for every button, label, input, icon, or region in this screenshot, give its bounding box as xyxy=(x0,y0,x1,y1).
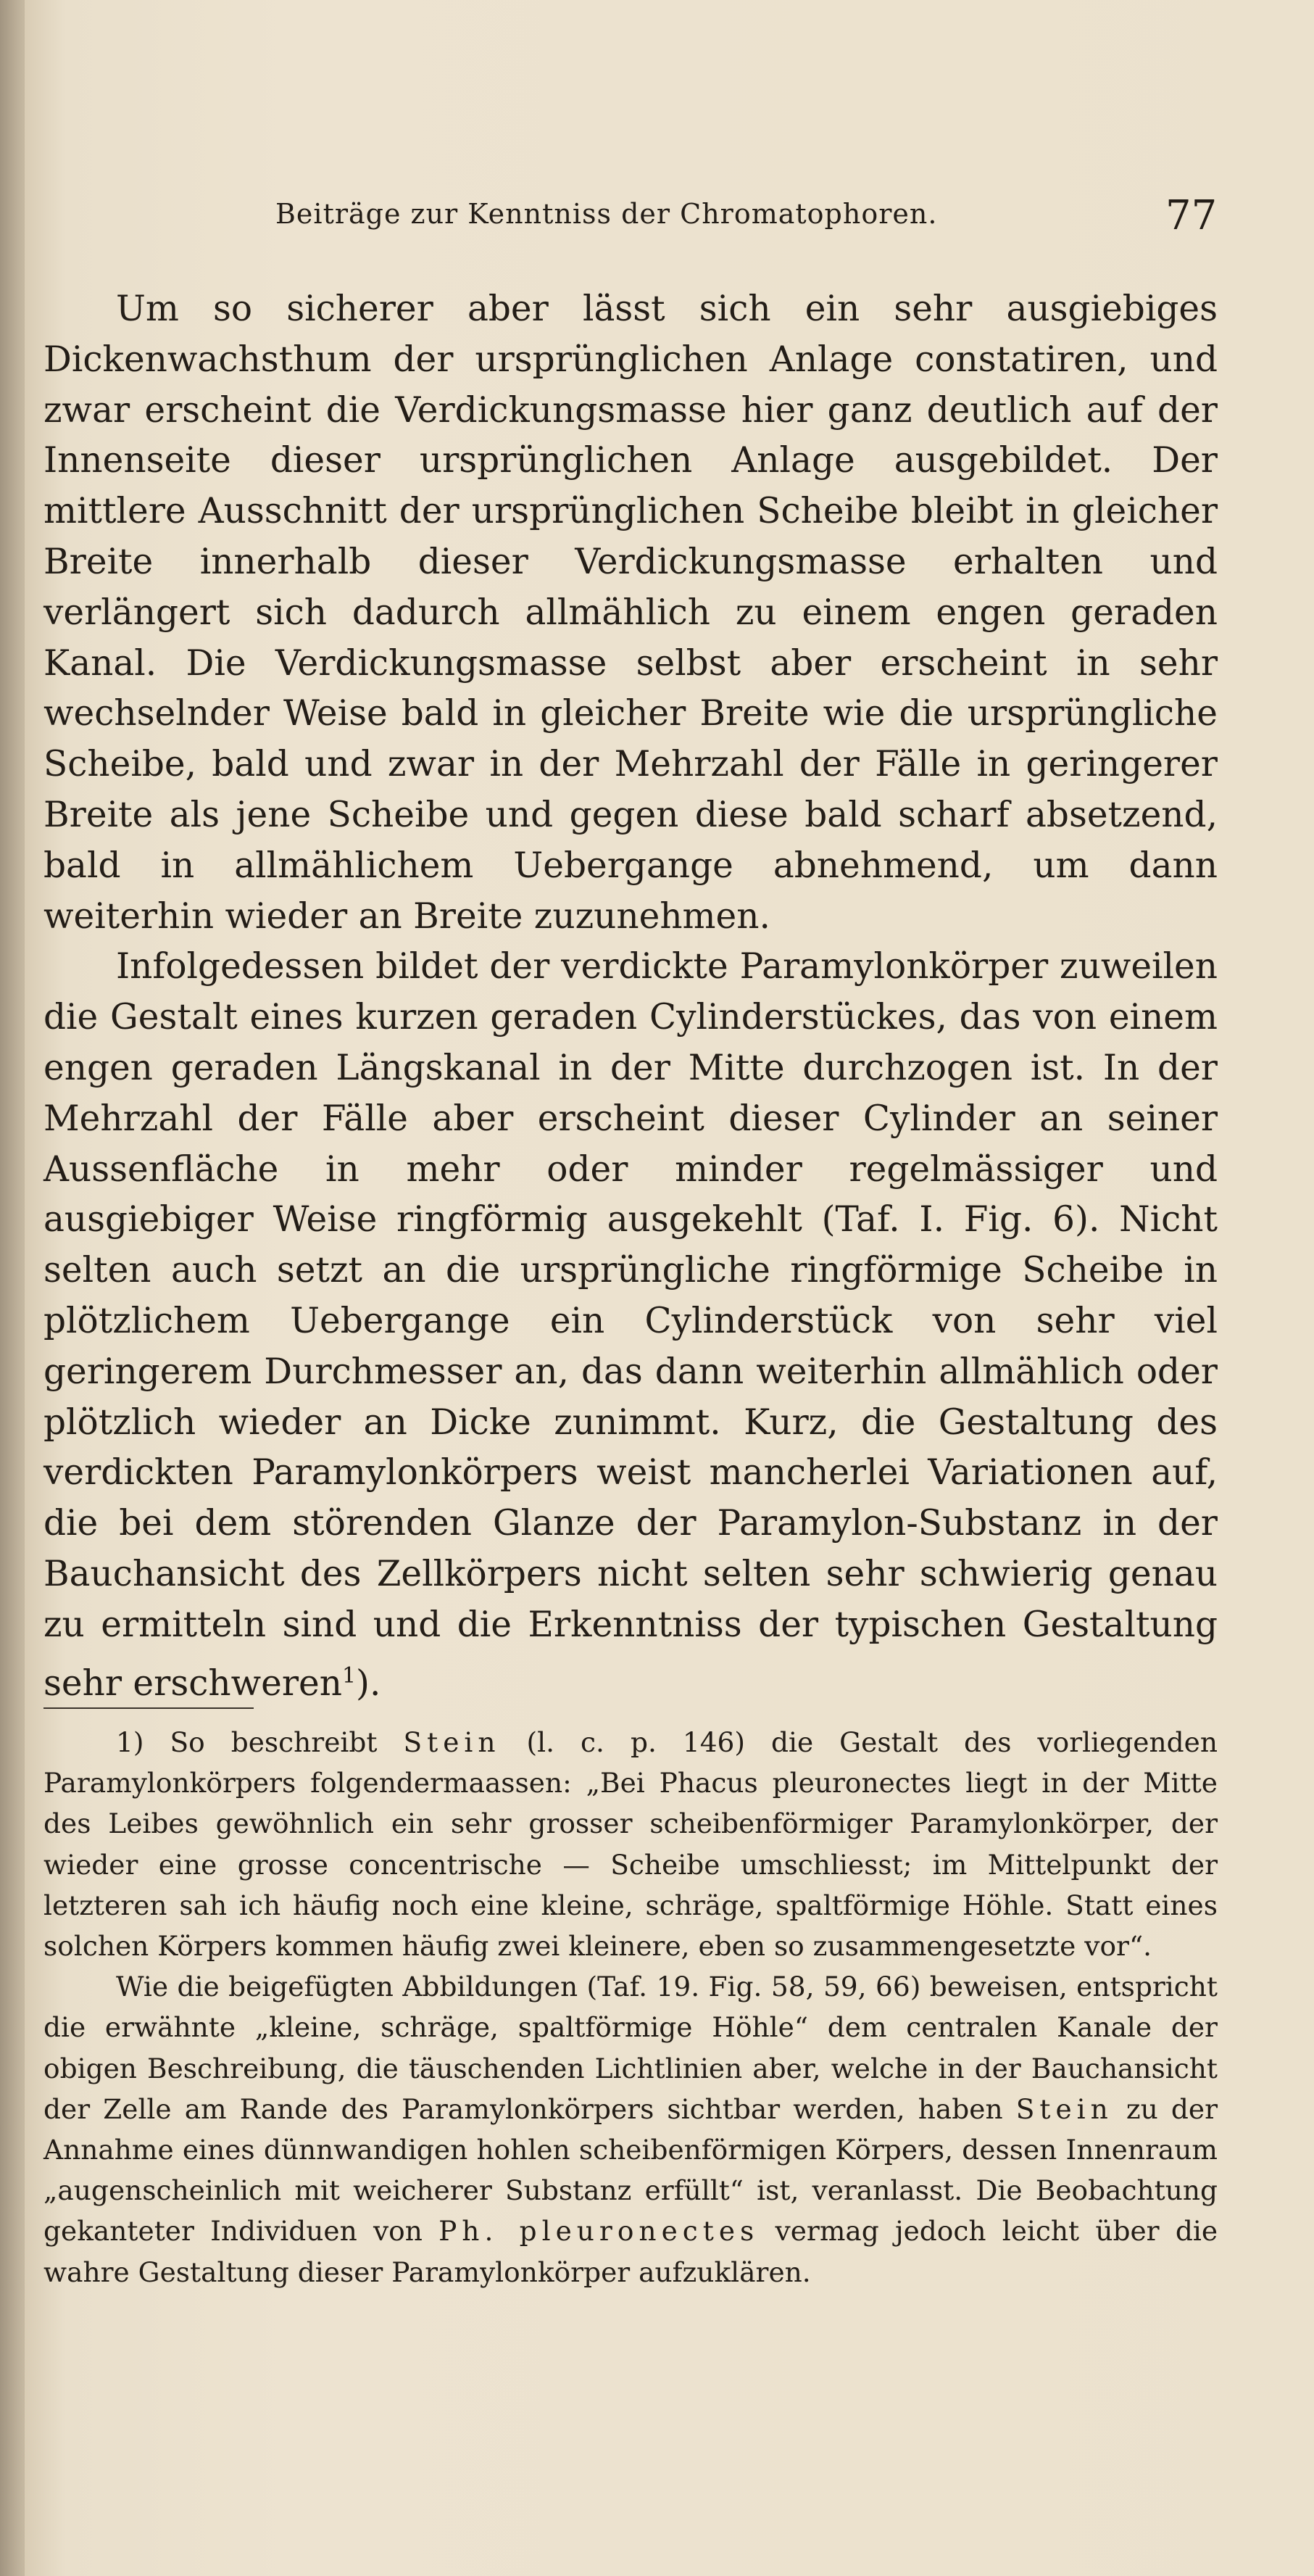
page-number: 77 xyxy=(1165,192,1218,239)
footnote-2-text-a: Wie die beigefügten Abbildungen (Taf. 19. Fig. 58, 59, 66) beweisen, entspricht die erwähnte „kleine, schräge, spaltförmige Höhle“ dem centralen Kanale der obigen Beschreibung, die täuschenden Lichtlinien aber, welche in der Bauchansicht der Zelle am Rande des Paramylonkörpers sichtbar werden, haben xyxy=(43,1971,1218,2125)
footnote-2-text-b: zu der Annahme eines dünnwandigen hohlen scheibenförmigen Körpers, dessen Innenraum „augenscheinlich mit weicherer Substanz erfüllt“ ist, veranlasst. Die Beobachtung gekanteter Individuen von xyxy=(43,2092,1218,2248)
binding-gutter-shadow xyxy=(0,0,25,2576)
running-title: Beiträge zur Kenntniss der Chromatophoren. xyxy=(275,198,938,230)
footnote-rule xyxy=(43,1707,254,1709)
footnotes xyxy=(43,1722,1218,2293)
footnote-2-species: Ph. pleuronectes xyxy=(438,2215,760,2248)
footnote-1-text-a: So beschreibt xyxy=(170,1726,378,1758)
main-text xyxy=(43,284,1218,1709)
footnote-1-continuation xyxy=(43,1966,1218,2293)
footnote-1 xyxy=(43,1722,1218,1966)
footnote-1-number: 1) xyxy=(116,1726,144,1758)
footnote-marker: 1 xyxy=(341,1662,357,1689)
paragraph-2 xyxy=(43,942,1218,1709)
footnote-1-text-b: (l. c. p. 146) die Gestalt des vorliegenden Paramylonkörpers folgendermaassen: „Bei Phacus pleuronectes liegt in der Mitte des Leibes gewöhnlich ein sehr grosser scheibenförmiger Paramylonkörper, der wieder eine grosse concentrische — Scheibe umschliesst; im Mittelpunkt der letzteren sah ich häufig noch eine kleine, schräge, spaltförmige Höhle. Statt eines solchen Körpers kommen häufig zwei kleinere, eben so zusammengesetzte vor“. xyxy=(43,1726,1218,1963)
paragraph-2-end: ). xyxy=(356,1662,381,1704)
footnote-2-author: Stein xyxy=(1015,2092,1113,2125)
footnote-1-author: Stein xyxy=(403,1726,501,1758)
paragraph-1: Um so sicherer aber lässt sich ein sehr ausgiebiges Dickenwachsthum der ursprünglichen Anlage constatiren, und zwar erscheint die Verdickungsmasse hier ganz deutlich auf der Innenseite dieser ursprünglichen Anlage ausgebildet. Der mittlere Ausschnitt der ursprünglichen Scheibe bleibt in gleicher Breite innerhalb dieser Verdickungsmasse erhalten und verlängert sich dadurch allmählich zu einem engen geraden Kanal. Die Verdickungsmasse selbst aber erscheint in sehr wechselnder Weise bald in gleicher Breite wie die ursprüngliche Scheibe, bald und zwar in der Mehrzahl der Fälle in geringerer Breite als jene Scheibe und gegen diese bald scharf absetzend, bald in allmählichem Uebergange abnehmend, um dann weiterhin wieder an Breite zuzunehmen. xyxy=(43,289,1218,937)
page-header xyxy=(43,192,1218,243)
paragraph-2-text: Infolgedessen bildet der verdickte Paramylonkörper zuweilen die Gestalt eines kurzen geraden Cylinderstückes, das von einem engen geraden Längskanal in der Mitte durchzogen ist. In der Mehrzahl der Fälle aber erscheint dieser Cylinder an seiner Aussenfläche in mehr oder minder regelmässiger und ausgiebiger Weise ringförmig ausgekehlt (Taf. I. Fig. 6). Nicht selten auch setzt an die ursprüngliche ringförmige Scheibe in plötzlichem Uebergange ein Cylinderstück von sehr viel geringerem Durchmesser an, das dann weiterhin allmählich oder plötzlich wieder an Dicke zunimmt. Kurz, die Gestaltung des verdickten Paramylonkörpers weist mancherlei Variationen auf, die bei dem störenden Glanze der Paramylon-Substanz in der Bauchansicht des Zellkörpers nicht selten sehr schwierig genau zu ermitteln sind und die Erkenntniss der typischen Gestaltung sehr erschweren xyxy=(43,946,1218,1704)
footnote-2-text-c: vermag jedoch leicht über die wahre Gestaltung dieser Paramylonkörper aufzuklären. xyxy=(43,2215,1218,2288)
